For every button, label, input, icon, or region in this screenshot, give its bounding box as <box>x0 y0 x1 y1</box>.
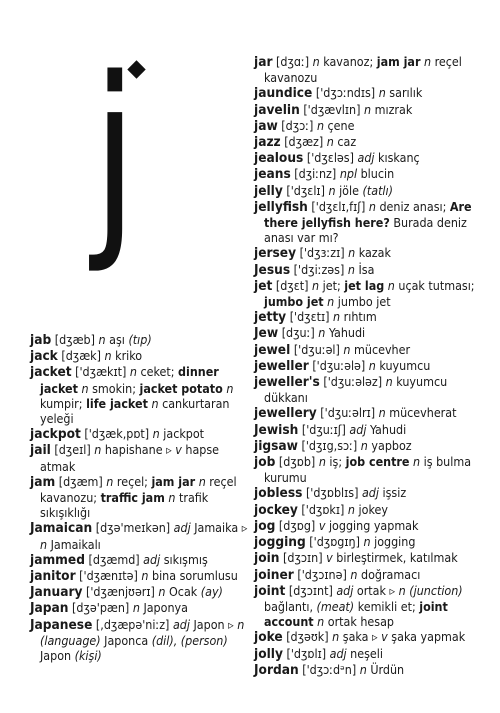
dictionary-entry <box>254 405 486 421</box>
headword: jeweller's <box>254 374 320 391</box>
entry-text: ['dʒækɪt] <box>71 364 130 380</box>
entry-text: mücevher <box>350 341 411 357</box>
entry-text: neşeli <box>346 645 383 661</box>
grammar-label: n <box>333 309 341 325</box>
headword: Jamaican <box>30 520 93 537</box>
entry-text: cankurtaran yeleği <box>40 395 230 427</box>
dictionary-entry <box>254 438 486 454</box>
entry-text: Yahudi <box>366 421 407 437</box>
entry-text: jet; <box>319 277 345 293</box>
headword: jaundice <box>254 85 313 102</box>
entry-text: [dʒæk] <box>57 348 105 364</box>
headword: Jew <box>254 325 279 342</box>
entry-text: [dʒæz] <box>280 134 327 150</box>
headword: joiner <box>254 566 294 583</box>
entry-text: iş bulma kurumu <box>264 454 472 486</box>
dictionary-entry <box>254 662 486 678</box>
entry-text: [dʒeɪl] <box>50 442 95 458</box>
entry-text: caz <box>333 134 357 150</box>
entry-text: ['dʒɒgɪŋ] <box>305 534 364 550</box>
dictionary-entry <box>254 454 486 485</box>
entry-text: deniz anası; <box>375 198 450 214</box>
dictionary-entry <box>254 199 486 246</box>
dictionary-entry <box>254 518 486 534</box>
dictionary-entry <box>254 183 486 199</box>
dictionary-entry <box>254 102 486 118</box>
dictionary-entry <box>254 567 486 583</box>
headword: jazz <box>254 134 281 151</box>
entry-text: jogging <box>370 534 416 550</box>
entry-text: doğramacı <box>357 566 421 582</box>
entry-text: Ürdün <box>366 661 405 677</box>
entry-text: [dʒɔɪn] <box>279 550 327 566</box>
grammar-label: n <box>387 277 395 293</box>
grammar-label: adj <box>173 520 191 536</box>
entry-text: kavanoz; <box>319 54 377 69</box>
grammar-label: n (junction) <box>398 582 463 598</box>
example-phrase: jumbo jet <box>264 294 324 310</box>
headword: joke <box>254 629 283 646</box>
headword: jogging <box>254 534 306 551</box>
entry-text: Japonca <box>100 632 152 648</box>
entry-text: [dʒə'meɪkən] <box>92 520 174 536</box>
headword: jack <box>30 348 58 365</box>
entry-text: jumbo jet <box>334 294 391 310</box>
dictionary-entry <box>30 520 248 551</box>
dictionary-entry <box>254 374 486 405</box>
grammar-label: n <box>348 245 356 261</box>
dictionary-entry <box>254 646 486 662</box>
grammar-label: n <box>424 54 432 69</box>
grammar-label: n <box>40 536 48 552</box>
entry-text: uçak tutması; <box>394 277 475 293</box>
entry-text: jackpot <box>159 426 205 442</box>
dictionary-entry <box>254 150 486 166</box>
grammar-label: adj <box>361 485 379 501</box>
dictionary-entry <box>254 309 486 325</box>
entry-text: ['dʒuːəl] <box>290 341 344 357</box>
grammar-label: n <box>378 85 386 101</box>
headword: jab <box>30 332 52 348</box>
entry-text: ['dʒævlɪn] <box>299 101 364 117</box>
headword: jog <box>254 517 276 534</box>
entry-text: işsiz <box>378 485 407 501</box>
entry-text: ['dʒuːəlrɪ] <box>316 405 379 421</box>
dictionary-entry <box>254 502 486 518</box>
entry-text: mızrak <box>371 101 413 117</box>
grammar-label: (dil), (person) <box>151 632 228 648</box>
entry-text: Japon <box>40 648 75 664</box>
grammar-label: n <box>327 294 335 310</box>
entry-text: ['dʒɛləs] <box>303 150 358 166</box>
example-phrase: life jacket <box>86 395 148 411</box>
grammar-label: n <box>343 341 351 357</box>
grammar-label: n <box>151 395 159 411</box>
entry-text: mücevherat <box>385 405 457 421</box>
grammar-label: n <box>129 364 137 380</box>
grammar-label: n <box>312 277 320 293</box>
grammar-label: (tıp) <box>128 332 152 347</box>
grammar-label: n <box>226 380 234 396</box>
grammar-label: n <box>350 566 358 582</box>
grammar-label: (ay) <box>200 584 223 600</box>
entry-text: ['dʒɔːndɪs] <box>312 85 379 101</box>
entry-text: Jamaika ▹ <box>190 520 248 536</box>
entry-text: ['dʒæk,pɒt] <box>80 426 153 442</box>
entry-text: ['dʒɒkɪ] <box>297 501 348 517</box>
entry-text: hapishane ▹ <box>101 442 176 458</box>
headword: jelly <box>254 182 283 199</box>
grammar-label: n <box>385 374 393 390</box>
example-phrase: dinner jacket <box>40 364 219 396</box>
entry-text: birleştirmek, katılmak <box>332 550 458 566</box>
grammar-label: adj <box>336 582 354 598</box>
headword: jackpot <box>30 426 81 443</box>
dictionary-entry <box>254 583 486 630</box>
entry-text: İsa <box>354 261 375 277</box>
example-phrase: job centre <box>345 454 410 470</box>
headword: jaw <box>254 117 278 134</box>
example-phrase: jam jar <box>151 473 196 489</box>
headword: jellyfish <box>254 198 308 215</box>
entry-text: ['dʒuːɪʃ] <box>298 421 350 437</box>
entry-text: ['dʒuːələz] <box>319 374 386 390</box>
dictionary-entry <box>30 552 248 568</box>
headword: jacket <box>30 364 72 381</box>
headword: jetty <box>254 309 287 326</box>
entry-text: ['dʒɔːdᵊn] <box>298 661 360 677</box>
grammar-label: n <box>141 568 149 584</box>
headword: jewel <box>254 341 291 358</box>
entry-text: kıskanç <box>374 150 420 166</box>
entry-text: şaka ▹ <box>339 629 382 645</box>
dictionary-entry <box>30 474 248 521</box>
entry-text: ['dʒɒblɪs] <box>302 485 362 501</box>
entry-text: [dʒæmd] <box>84 551 144 567</box>
dictionary-entry <box>254 358 486 374</box>
grammar-label: n <box>312 54 320 69</box>
grammar-label: n <box>168 490 176 506</box>
headword: jammed <box>30 551 85 568</box>
headword: Japanese <box>30 616 93 633</box>
dictionary-entry <box>30 426 248 442</box>
grammar-label: v <box>175 442 182 458</box>
dictionary-entry <box>254 118 486 134</box>
grammar-label: n <box>98 332 106 347</box>
entry-text: sıkışmış <box>160 551 208 567</box>
entry-text: reçel; <box>113 473 152 489</box>
grammar-label: adj <box>349 421 367 437</box>
grammar-label: n <box>158 584 166 600</box>
entry-text: Yahudi <box>325 325 366 341</box>
grammar-label: n <box>364 101 372 117</box>
dictionary-entry <box>254 85 486 101</box>
grammar-label: n <box>152 426 160 442</box>
example-phrase: jet lag <box>344 277 385 293</box>
dictionary-entry <box>254 342 486 358</box>
headword: jewellery <box>254 405 317 422</box>
dictionary-entry <box>30 617 248 664</box>
grammar-label: n <box>318 454 326 470</box>
grammar-label: n <box>368 357 376 373</box>
headword: jolly <box>254 645 283 662</box>
grammar-label: n <box>347 501 355 517</box>
entry-text: blucin <box>357 166 395 182</box>
headword: janitor <box>30 568 76 585</box>
entry-text: smokin; <box>88 380 140 396</box>
dictionary-entry <box>30 568 248 584</box>
grammar-label: (kişi) <box>74 648 102 664</box>
grammar-label: v <box>381 629 388 645</box>
entry-text: ['dʒɛlɪ] <box>282 182 329 198</box>
entry-text: sarılık <box>385 85 423 101</box>
entry-text: kriko <box>111 348 143 364</box>
entry-text: bağlantı, <box>264 598 317 614</box>
right-column <box>254 54 486 678</box>
entry-text: [dʒɒg] <box>275 517 319 533</box>
entry-text: ortak hesap <box>324 614 395 630</box>
grammar-label: n <box>368 198 376 214</box>
headword: jam <box>30 473 56 490</box>
entry-text: Burada deniz anası var mı? <box>264 215 467 246</box>
entry-text: kumpir; <box>40 395 87 411</box>
entry-text: ['dʒɒlɪ] <box>282 645 330 661</box>
entry-text: çene <box>324 117 355 133</box>
headword: jar <box>254 54 273 70</box>
dictionary-entry <box>254 422 486 438</box>
headword: Jewish <box>254 421 299 438</box>
grammar-label: n <box>317 614 325 630</box>
dictionary-entry <box>30 348 248 364</box>
example-phrase: joint account <box>264 598 448 630</box>
dictionary-entry <box>254 550 486 566</box>
entry-text: jokey <box>354 501 388 517</box>
entry-text: Ocak <box>165 584 201 600</box>
grammar-label: adj <box>172 616 190 632</box>
entry-text: hapse atmak <box>40 442 220 474</box>
headword: javelin <box>254 101 300 118</box>
dictionary-entry <box>30 364 248 426</box>
dictionary-entry <box>254 278 486 309</box>
entry-text: ['dʒɔɪnə] <box>293 566 351 582</box>
entry-text: ['dʒɛlɪ,fɪʃ] <box>307 198 369 214</box>
headword: Jesus <box>254 261 291 278</box>
grammar-label: n <box>81 380 89 396</box>
grammar-label: adj <box>143 551 161 567</box>
entry-text: Japonya <box>139 600 188 616</box>
entry-text: jöle <box>335 182 363 198</box>
grammar-label: n <box>104 348 112 364</box>
entry-text: kuyumcu dükkanı <box>264 374 448 406</box>
entry-text: [dʒəʊk] <box>282 629 333 645</box>
section-letter: j <box>92 32 138 277</box>
grammar-label: n <box>326 134 334 150</box>
entry-text: aşı <box>105 332 129 347</box>
example-phrase: Are there jellyfish here? <box>264 198 472 231</box>
entry-text: kazak <box>355 245 391 261</box>
entry-text: ceket; <box>136 364 179 380</box>
entry-text: Jamaikalı <box>47 536 101 552</box>
dictionary-entry <box>30 442 248 473</box>
grammar-label: n <box>363 534 371 550</box>
headword: jet <box>254 277 273 294</box>
entry-text: ['dʒɜːzɪ] <box>296 245 349 261</box>
entry-text: trafik sıkışıklığı <box>40 490 209 521</box>
grammar-label: n <box>94 442 102 458</box>
entry-text: Japon ▹ <box>189 616 238 632</box>
grammar-label: n <box>378 405 386 421</box>
entry-text: bina sorumlusu <box>148 568 238 584</box>
entry-text: [dʒuː] <box>278 325 319 341</box>
entry-text: [dʒə'pæn] <box>68 600 133 616</box>
grammar-label: adj <box>357 150 375 166</box>
headword: join <box>254 550 280 567</box>
grammar-label: n <box>316 117 325 133</box>
dictionary-entry <box>254 629 486 645</box>
dictionary-entry <box>30 584 248 600</box>
entry-text: ['dʒɪg,sɔː] <box>297 437 361 453</box>
dictionary-entry <box>30 600 248 616</box>
entry-text: kuyumcu <box>375 357 431 373</box>
entry-text: ['dʒiːzəs] <box>290 261 348 277</box>
headword: jeweller <box>254 357 309 374</box>
entry-text: reçel kavanozu <box>264 54 462 86</box>
left-column <box>30 332 248 663</box>
headword: jobless <box>254 485 303 502</box>
entry-text: [dʒɔː] <box>277 117 317 133</box>
entry-text: jogging yapmak <box>325 517 419 533</box>
grammar-label: n <box>347 261 355 277</box>
example-phrase: jam jar <box>376 54 421 69</box>
entry-text: [dʒæb] <box>51 332 99 347</box>
grammar-label: n <box>359 661 367 677</box>
dictionary-entry <box>30 332 248 348</box>
headword: Japan <box>30 600 69 617</box>
entry-text: ['dʒɛtɪ] <box>286 309 334 325</box>
headword: jail <box>30 442 51 459</box>
dictionary-entry <box>254 245 486 261</box>
grammar-label: n <box>360 437 368 453</box>
entry-text: iş; <box>325 454 346 470</box>
grammar-label: n (language) <box>40 616 245 648</box>
headword: job <box>254 454 276 471</box>
entry-text: [dʒæm] <box>55 473 107 489</box>
grammar-label: n <box>413 454 421 470</box>
entry-text: ['dʒænjʊərɪ] <box>82 584 159 600</box>
entry-text: rıhtım <box>340 309 377 325</box>
headword: jealous <box>254 150 304 167</box>
dictionary-entry <box>254 262 486 278</box>
entry-text: [dʒiːnz] <box>290 166 340 182</box>
entry-text: [dʒɛt] <box>272 277 313 293</box>
entry-text: [,dʒæpə'niːz] <box>92 616 173 632</box>
grammar-label: (meat) <box>316 598 355 614</box>
entry-text: ['dʒuːələ] <box>308 357 369 373</box>
grammar-label: v <box>326 550 333 566</box>
headword: jockey <box>254 501 298 518</box>
headword: January <box>30 584 83 601</box>
headword: joint <box>254 582 286 599</box>
headword: jersey <box>254 245 297 262</box>
entry-text: [dʒɑː] <box>272 54 313 69</box>
dictionary-entry <box>254 166 486 182</box>
headword: Jordan <box>254 661 299 678</box>
dictionary-entry <box>254 134 486 150</box>
headword: jeans <box>254 166 291 183</box>
grammar-label: v <box>318 517 326 533</box>
dictionary-entry <box>254 325 486 341</box>
dictionary-entry <box>254 534 486 550</box>
grammar-label: n <box>106 473 114 489</box>
entry-text: kemikli et; <box>354 598 420 614</box>
headword: jigsaw <box>254 437 298 454</box>
entry-text: şaka yapmak <box>387 629 466 645</box>
example-phrase: traffic jam <box>100 490 165 506</box>
entry-text: yapboz <box>367 437 412 453</box>
example-phrase: jacket potato <box>139 380 223 396</box>
entry-text: [dʒɒb] <box>275 454 319 470</box>
entry-text: ortak ▹ <box>353 582 399 598</box>
grammar-label: (tatlı) <box>362 182 393 198</box>
grammar-label: n <box>198 473 206 489</box>
grammar-label: n <box>328 182 336 198</box>
grammar-label: n <box>132 600 140 616</box>
grammar-label: npl <box>339 166 358 182</box>
grammar-label: n <box>318 325 326 341</box>
entry-text: [dʒɔɪnt] <box>285 582 337 598</box>
dictionary-entry <box>254 54 486 85</box>
dictionary-entry <box>254 485 486 501</box>
grammar-label: n <box>332 629 340 645</box>
grammar-label: adj <box>329 645 347 661</box>
entry-text: ['dʒænɪtə] <box>75 568 142 584</box>
entry-text: reçel kavanozu; <box>40 473 237 506</box>
